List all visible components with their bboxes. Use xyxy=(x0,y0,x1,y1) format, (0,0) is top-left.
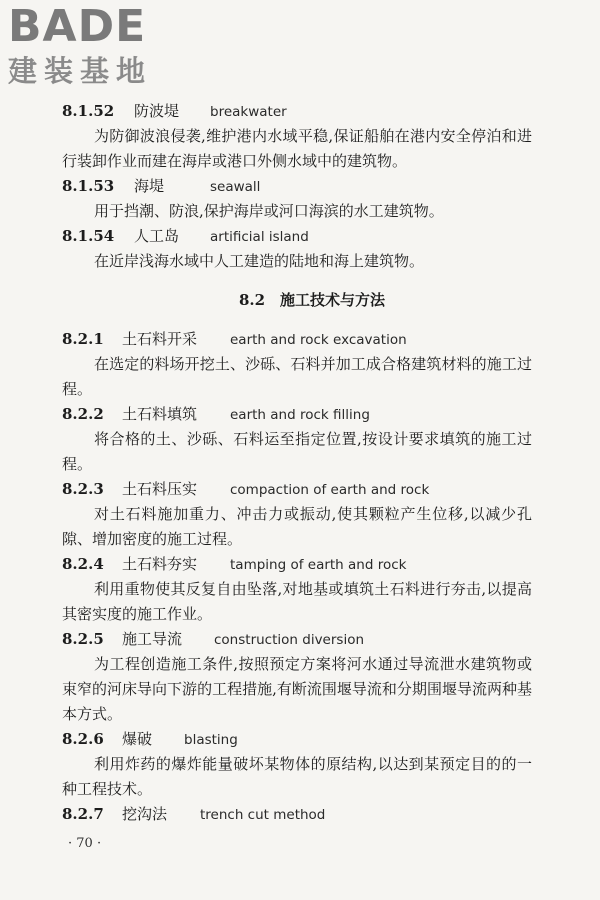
logo-subtitle: 建装基地 xyxy=(8,54,153,88)
term-definition: 利用重物使其反复自由坠落,对地基或填筑土石料进行夯击,以提高其密实度的施工作业。 xyxy=(62,580,532,623)
term-number: 8.2.1 xyxy=(62,330,104,348)
term-english: artificial island xyxy=(210,229,309,245)
term-number: 8.1.54 xyxy=(62,227,115,245)
term-number: 8.2.6 xyxy=(62,730,104,748)
term-english: tamping of earth and rock xyxy=(230,557,407,573)
term-heading xyxy=(62,99,532,124)
section-heading: 8.2 施工技术与方法 xyxy=(238,291,386,309)
term-number: 8.1.52 xyxy=(62,102,115,120)
term-definition: 用于挡潮、防浪,保护海岸或河口海滨的水工建筑物。 xyxy=(94,202,444,220)
term-chinese: 土石料填筑 xyxy=(122,405,198,423)
term-entry xyxy=(62,477,532,552)
term-entry xyxy=(62,224,532,274)
term-english: earth and rock filling xyxy=(230,407,370,423)
term-entry xyxy=(62,802,532,827)
term-chinese: 施工导流 xyxy=(122,630,183,648)
term-definition: 在近岸浅海水域中人工建造的陆地和海上建筑物。 xyxy=(94,252,425,270)
term-chinese: 人工岛 xyxy=(134,227,180,245)
term-definition: 对土石料施加重力、冲击力或振动,使其颗粒产生位移,以减少孔隙、增加密度的施工过程。 xyxy=(62,505,532,548)
term-number: 8.2.2 xyxy=(62,405,104,423)
term-chinese: 爆破 xyxy=(122,730,153,748)
term-heading xyxy=(62,477,532,502)
term-number: 8.2.4 xyxy=(62,555,104,573)
term-english: breakwater xyxy=(210,104,287,120)
term-english: construction diversion xyxy=(214,632,365,648)
term-entry xyxy=(62,327,532,402)
term-entry xyxy=(62,99,532,174)
term-definition: 利用炸药的爆炸能量破坏某物体的原结构,以达到某预定目的的一种工程技术。 xyxy=(62,755,532,798)
term-heading xyxy=(62,552,532,577)
term-heading xyxy=(62,627,532,652)
term-chinese: 土石料开采 xyxy=(122,330,198,348)
term-english: earth and rock excavation xyxy=(230,332,407,348)
term-entry xyxy=(62,552,532,627)
term-heading xyxy=(62,224,532,249)
term-entry xyxy=(62,727,532,802)
page-number: · 70 · xyxy=(68,836,102,851)
term-chinese: 土石料夯实 xyxy=(122,555,198,573)
term-definition: 在选定的料场开挖土、沙砾、石料并加工成合格建筑材料的施工过程。 xyxy=(62,355,532,398)
term-number: 8.2.7 xyxy=(62,805,104,823)
term-entry xyxy=(62,627,532,727)
term-number: 8.2.3 xyxy=(62,480,104,498)
term-english: seawall xyxy=(210,179,261,195)
term-heading xyxy=(62,402,532,427)
term-heading xyxy=(62,327,532,352)
term-english: trench cut method xyxy=(200,807,326,823)
term-english: blasting xyxy=(184,732,238,748)
document-body xyxy=(62,99,532,827)
term-english: compaction of earth and rock xyxy=(230,482,430,498)
term-heading xyxy=(62,727,532,752)
term-heading xyxy=(62,802,532,827)
term-entry xyxy=(62,174,532,224)
term-chinese: 海堤 xyxy=(134,177,165,195)
term-chinese: 防波堤 xyxy=(134,102,180,120)
logo-wordmark: BADE xyxy=(8,1,147,52)
term-chinese: 挖沟法 xyxy=(122,805,168,823)
term-definition: 将合格的土、沙砾、石料运至指定位置,按设计要求填筑的施工过程。 xyxy=(62,430,532,473)
bade-logo xyxy=(6,0,176,92)
term-heading xyxy=(62,174,532,199)
term-entry xyxy=(62,402,532,477)
term-number: 8.2.5 xyxy=(62,630,104,648)
term-definition: 为工程创造施工条件,按照预定方案将河水通过导流泄水建筑物或束窄的河床导向下游的工程措施,有断流围堰导流和分期围堰导流两种基本方式。 xyxy=(62,655,532,723)
term-number: 8.1.53 xyxy=(62,177,115,195)
term-chinese: 土石料压实 xyxy=(122,480,198,498)
term-definition: 为防御波浪侵袭,维护港内水域平稳,保证船舶在港内安全停泊和进行装卸作业而建在海岸或港口外侧水域中的建筑物。 xyxy=(62,127,532,170)
